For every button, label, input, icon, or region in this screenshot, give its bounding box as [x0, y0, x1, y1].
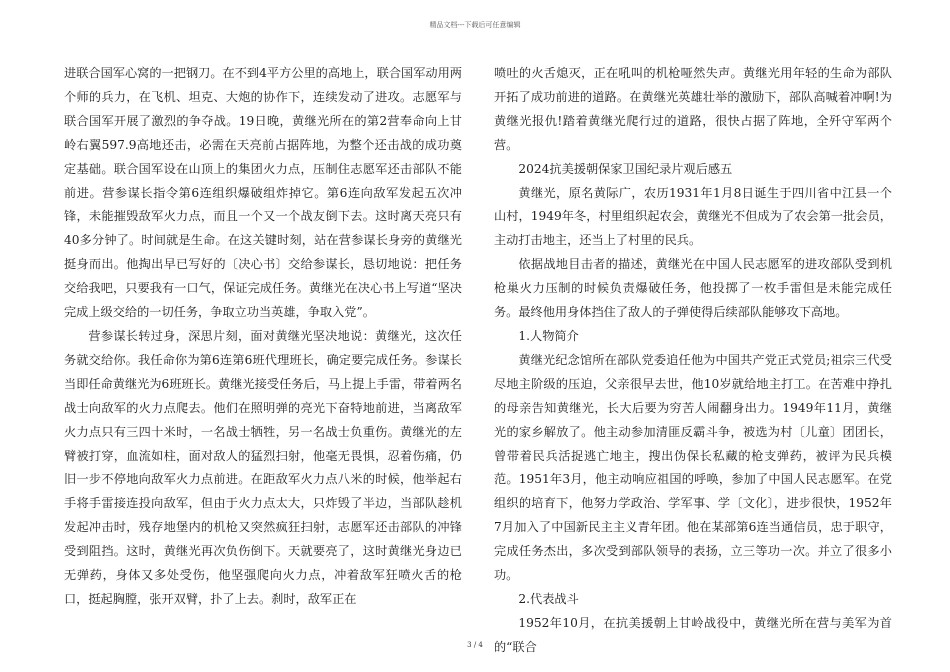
paragraph: 1952年10月，在抗美援朝上甘岭战役中，黄继光所在营与美军为首的“联合: [494, 615, 892, 654]
page-number: 3 / 4: [467, 641, 483, 649]
paragraph: 营参谋长转过身，深思片刻，面对黄继光坚决地说：黄继光，这次任务就交给你。我任命你为第6连第6班代理班长，确定要完成任务。参谋长当即任命黄继光为6班班长。黄继光接受任务后，马上提上手雷，带着两名战士向敌军的火力点爬去。他们在照明弹的亮光下奋特地前进，当离敌军火力点只有三四十米时，一名战士牺牲，另一名战士负重伤。黄继光的左臂被打穿，血流如柱，面对敌人的猛烈扫射，他毫无畏惧，忍着伤痛，仍旧一步不停地向敌军火力点前进。在距敌军火力点八米的时候，他举起右手将手雷接连投向敌军，但由于火力点太大，只炸毁了半边，当部队趁机发起冲击时，残存地堡内的机枪又突然疯狂扫射，志愿军还击部队的冲锋受到阻挡。这时，黄继光再次负伤倒下。天就要亮了，这时黄继光身边已无弹药，身体又多处受伤，他坚强爬向火力点，冲着敌军狂喷火舌的枪口，挺起胸膛，张开双臂，扑了上去。刹时，敌军正在: [64, 328, 462, 606]
paragraph: 进联合国军心窝的一把钢刀。在不到4平方公里的高地上，联合国军动用两个师的兵力，在飞机、坦克、大炮的协作下，连续发动了进攻。志愿军与联合国军开展了激烈的争夺战。19日晚，黄继光所在的第2营奉命向上甘岭右翼597.9高地还击，必需在天亮前占据阵地，为整个还击战的成功奠定基础。联合国军设在山顶上的集团火力点，压制住志愿军还击部队不能前进。营参谋长指令第6连组织爆破组炸掉它。第6连向敌军发起五次冲锋，未能摧毁敌军火力点，而且一个又一个战友倒下去。这时离天亮只有40多分钟了。时间就是生命。在这关键时刻，站在营参谋长身旁的黄继光挺身而出。他掏出早已写好的〔决心书〕交给参谋长，恳切地说：把任务交给我吧，只要我有一口气，保证完成任务。黄继光在决心书上写道“坚决完成上级交给的一切任务，争取立功当英雄，争取入党”。: [64, 66, 462, 320]
subheading: 2.代表战斗: [518, 591, 579, 606]
paragraph: 黄继光，原名黄际广，农历1931年1月8日诞生于四川省中江县一个山村，1949年冬，村里组织起农会，黄继光不但成为了农会第一批会员，主动打击地主，还当上了村里的民兵。: [494, 185, 892, 248]
paragraph: 依据战地目击者的描述，黄继光在中国人民志愿军的进攻部队受到机枪巢火力压制的时候负责爆破任务，他投掷了一枚手雷但是未能完成任务。最终他用身体挡住了敌人的子弹使得后续部队能够攻下高地。: [494, 257, 892, 320]
right-column: [494, 62, 892, 660]
left-column: [64, 62, 462, 612]
paragraph: 喷吐的火舌熄灭，正在吼叫的机枪哑然失声。黄继光用年轻的生命为部队开拓了成功前进的道路。在黄继光英雄壮举的激励下，部队高喊着冲啊!为黄继光报仇!踏着黄继光爬行过的道路，很快占据了阵地，全歼守军两个营。: [494, 66, 892, 152]
paragraph: 黄继光纪念馆所在部队党委追任他为中国共产党正式党员;祖宗三代受尽地主阶级的压迫，父亲很早去世，他10岁就给地主打工。在苦难中挣扎的母亲告知黄继光，长大后要为穷苦人闹翻身出力。1949年11月，黄继光的家乡解放了。他主动参加清匪反霸斗争，被选为村〔儿童〕团团长，曾带着民兵活捉逃亡地主，搜出伪保长私藏的枪支弹药，被评为民兵模范。1951年3月，他主动响应祖国的呼唤，参加了中国人民志愿军。在党组织的培育下，他努力学政治、学军事、学〔文化〕，进步很快，1952年7月加入了中国新民主主义青年团。他在某部第6连当通信员，忠于职守，完成任务杰出，多次受到部队领导的表扬，立三等功一次。并立了很多小功。: [494, 352, 892, 583]
subheading: 1.人物简介: [518, 328, 579, 343]
page-header: 精品文档---下载后可任意编辑: [429, 21, 521, 29]
section-title: 2024抗美援朝保家卫国纪录片观后感五: [518, 161, 733, 176]
